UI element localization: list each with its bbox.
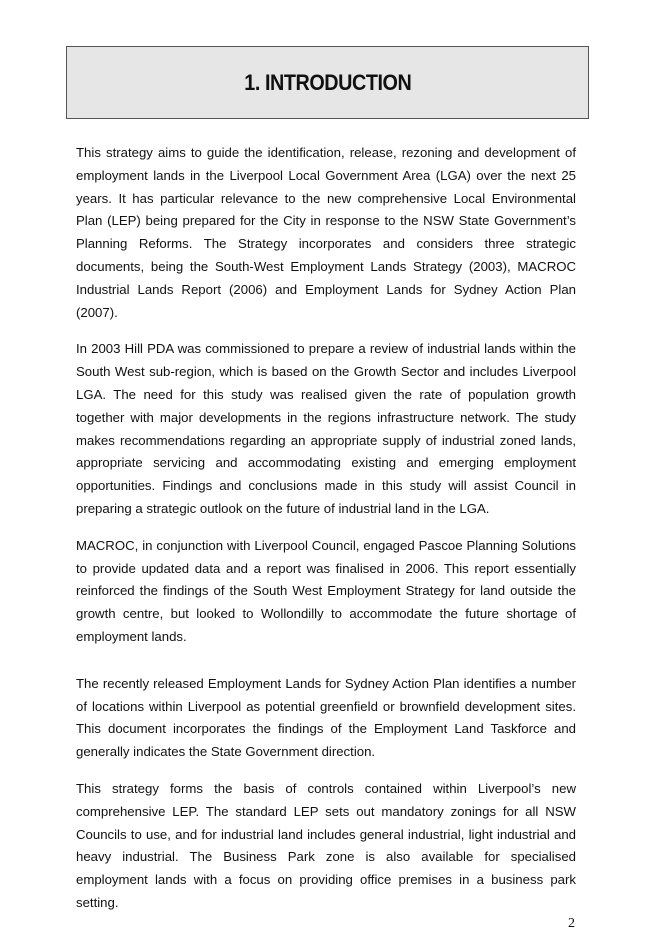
paragraph: The recently released Employment Lands for Sydney Action Plan identifies a number of locations within Liverpool as potential greenfield or brownfield development sites. This document incorporates the findings of the Employment Land Taskforce and generally indicates the State Government direction. bbox=[76, 675, 576, 760]
body-text bbox=[76, 142, 576, 929]
paragraph: This strategy aims to guide the identification, release, rezoning and development of employment lands in the Liverpool Local Government Area (LGA) over the next 25 years. It has particular relevance to the new comprehensive Local Environmental Plan (LEP) being prepared for the City in response to the NSW State Government’s Planning Reforms. The Strategy incorporates and considers three strategic documents, being the South-West Employment Lands Strategy (2003), MACROC Industrial Lands Report (2006) and Employment Lands for Sydney Action Plan (2007). bbox=[76, 145, 576, 320]
paragraph: This strategy forms the basis of controls contained within Liverpool’s new comprehensive LEP. The standard LEP sets out mandatory zonings for all NSW Councils to use, and for industrial land includes general industrial, light industrial and heavy industrial. The Business Park zone is also available for specialised employment lands with a focus on providing office premises in a business park setting. bbox=[76, 780, 576, 910]
page-number: 2 bbox=[568, 916, 575, 931]
paragraph: In 2003 Hill PDA was commissioned to prepare a review of industrial lands within the South West sub-region, which is based on the Growth Sector and includes Liverpool LGA. The need for this study was realised given the rate of population growth together with major developments in the regions infrastructure network. The study makes recommendations regarding an appropriate supply of industrial zoned lands, appropriate servicing and accommodating existing and emerging employment opportunities. Findings and conclusions made in this study will assist Council in preparing a strategic outlook on the future of industrial land in the LGA. bbox=[76, 341, 576, 516]
section-title: 1. INTRODUCTION bbox=[243, 69, 412, 95]
paragraph: MACROC, in conjunction with Liverpool Council, engaged Pascoe Planning Solutions to provide updated data and a report was finalised in 2006. This report essentially reinforced the findings of the South West Employment Strategy for land outside the growth centre, but looked to Wollondilly to accommodate the future shortage of employment lands. bbox=[76, 537, 576, 644]
section-title-box bbox=[66, 46, 589, 119]
